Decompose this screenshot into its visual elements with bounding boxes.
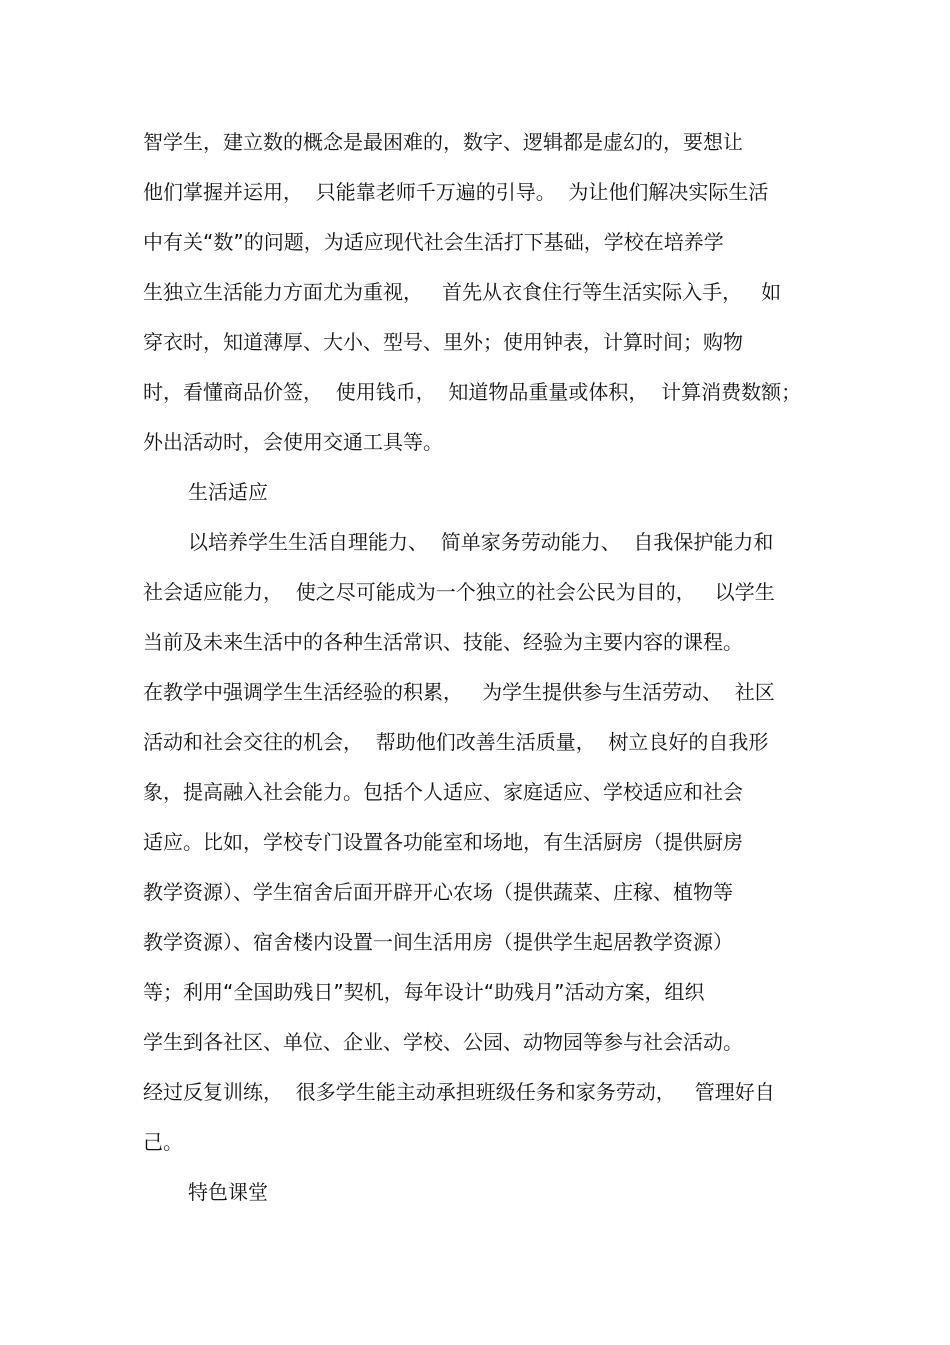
text-line: 己。 [143,1130,183,1154]
text-line: 时，看懂商品价签， 使用钱币， 知道物品重量或体积， 计算消费数额； [143,380,802,404]
text-line: 教学资源）、学生宿舍后面开辟开心农场（提供蔬菜、庄稼、植物等 [143,880,733,904]
text-line: 社会适应能力， 使之尽可能成为一个独立的社会公民为目的， 以学生 [143,580,775,604]
text-line: 智学生，建立数的概念是最困难的，数字、逻辑都是虚幻的，要想让 [143,130,743,154]
text-line: 在教学中强调学生生活经验的积累， 为学生提供参与生活劳动、 社区 [143,680,775,704]
text-line: 他们掌握并运用， 只能靠老师千万遍的引导。 为让他们解决实际生活 [143,180,769,204]
text-line: 中有关“数”的问题，为适应现代社会生活打下基础，学校在培养学 [143,230,724,254]
text-line: 外出活动时，会使用交通工具等。 [143,430,443,454]
text-line: 活动和社会交往的机会， 帮助他们改善生活质量， 树立良好的自我形 [143,730,769,754]
section-heading: 特色课堂 [188,1180,268,1204]
text-line: 经过反复训练， 很多学生能主动承担班级任务和家务劳动， 管理好自 [143,1080,775,1104]
text-line: 等；利用“全国助残日”契机，每年设计“助残月”活动方案，组织 [143,980,705,1004]
text-line: 当前及未来生活中的各种生活常识、技能、经验为主要内容的课程。 [143,630,743,654]
text-line: 生独立生活能力方面尤为重视， 首先从衣食住行等生活实际入手， 如 [143,280,782,304]
text-line: 穿衣时，知道薄厚、大小、型号、里外；使用钟表，计算时间；购物 [143,330,743,354]
text-line: 学生到各社区、单位、企业、学校、公园、动物园等参与社会活动。 [143,1030,743,1054]
text-line: 象，提高融入社会能力。包括个人适应、家庭适应、学校适应和社会 [143,780,743,804]
text-line: 以培养学生生活自理能力、 简单家务劳动能力、 自我保护能力和 [188,530,774,554]
section-heading: 生活适应 [188,480,268,504]
text-line: 教学资源）、宿舍楼内设置一间生活用房（提供学生起居教学资源） [143,930,733,954]
text-line: 适应。比如，学校专门设置各功能室和场地，有生活厨房（提供厨房 [143,830,743,854]
